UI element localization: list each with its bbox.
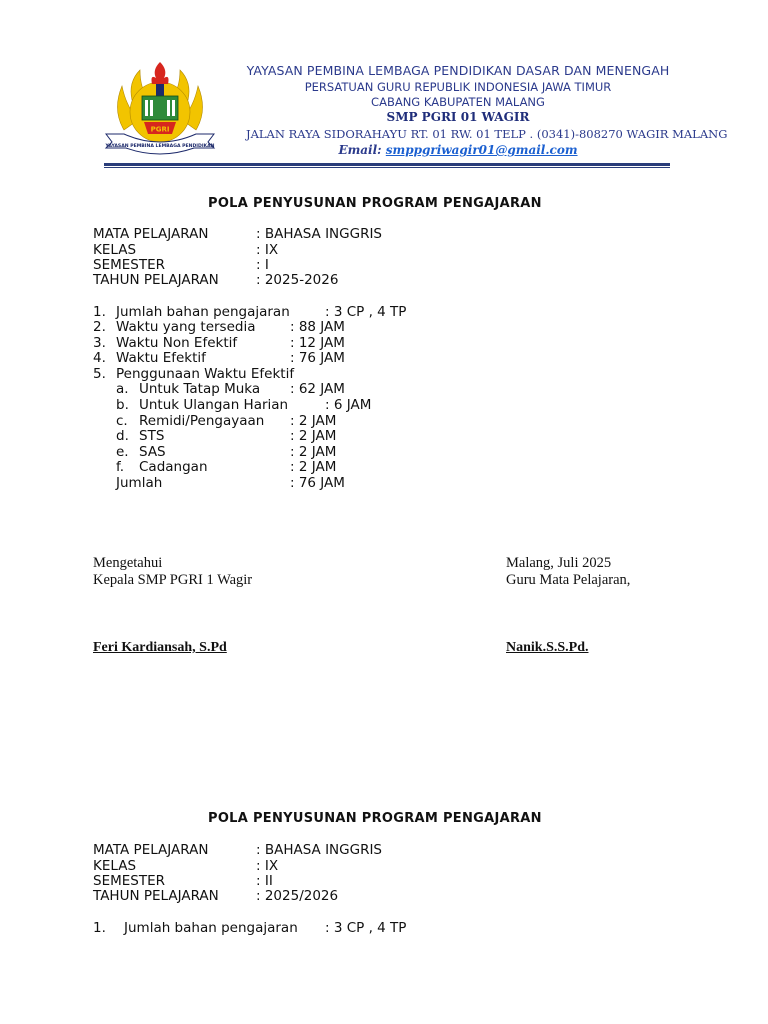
subitem-value: : 2 JAM: [290, 428, 337, 444]
info-label: MATA PELAJARAN: [93, 842, 209, 858]
info-value: : BAHASA INGGRIS: [256, 226, 383, 242]
info-label: TAHUN PELAJARAN: [93, 888, 219, 904]
info-value: : 2025-2026: [256, 272, 339, 288]
principal-title: Kepala SMP PGRI 1 Wagir: [93, 572, 253, 588]
section1-title: POLA PENYUSUNAN PROGRAM PENGAJARAN: [208, 196, 542, 211]
subitem-letter: e.: [116, 444, 129, 460]
item-number: 3.: [93, 335, 106, 351]
info-label: TAHUN PELAJARAN: [93, 272, 219, 288]
total-value: : 76 JAM: [290, 475, 345, 491]
info-value: : BAHASA INGGRIS: [256, 842, 383, 858]
email-link[interactable]: smppgriwagir01@gmail.com: [385, 143, 578, 157]
item-number: 5.: [93, 366, 106, 382]
letterhead-rule-thin: [104, 167, 670, 168]
school-address: JALAN RAYA SIDORAHAYU RT. 01 RW. 01 TELP . (0341)-808270 WAGIR MALANG: [246, 127, 728, 141]
info-value: : I: [256, 257, 269, 273]
teacher-name: Nanik.S.S.Pd.: [506, 640, 589, 655]
info-value: : IX: [256, 858, 279, 874]
foundation-name: YAYASAN PEMBINA LEMBAGA PENDIDIKAN DASAR DAN MENENGAH: [246, 63, 670, 78]
subitem-label: SAS: [139, 444, 166, 460]
item-number: 1.: [93, 304, 106, 320]
info-label: KELAS: [93, 858, 137, 874]
info-value: : 2025/2026: [256, 888, 339, 904]
school-name: SMP PGRI 01 WAGIR: [386, 110, 530, 124]
svg-text:YAYASAN PEMBINA LEMBAGA PENDID: YAYASAN PEMBINA LEMBAGA PENDIDIKAN: [105, 144, 215, 149]
item-number: 2.: [93, 319, 106, 335]
item-label: Waktu Efektif: [116, 350, 206, 366]
svg-text:PGRI: PGRI: [150, 125, 170, 134]
letterhead-rule-thick: [104, 163, 670, 166]
acknowledged-label: Mengetahui: [93, 555, 163, 571]
item-label: Penggunaan Waktu Efektif: [116, 366, 295, 382]
item-value: : 76 JAM: [290, 350, 345, 366]
info-label: KELAS: [93, 242, 137, 258]
school-email: [246, 143, 670, 157]
item-label: Jumlah bahan pengajaran: [124, 920, 298, 936]
pgri-logo: [104, 60, 216, 160]
info-label: SEMESTER: [93, 257, 166, 273]
subitem-letter: c.: [116, 413, 128, 429]
subitem-value: : 2 JAM: [290, 413, 337, 429]
item-label: Waktu Non Efektif: [116, 335, 238, 351]
principal-name: Feri Kardiansah, S.Pd: [93, 640, 227, 655]
info-label: MATA PELAJARAN: [93, 226, 209, 242]
subitem-value: : 62 JAM: [290, 381, 345, 397]
subitem-value: : 6 JAM: [325, 397, 372, 413]
item-value: : 3 CP , 4 TP: [325, 920, 407, 936]
subitem-value: : 2 JAM: [290, 444, 337, 460]
total-label: Jumlah: [116, 475, 163, 491]
email-label: Email:: [338, 143, 382, 157]
info-value: : IX: [256, 242, 279, 258]
item-label: Waktu yang tersedia: [116, 319, 256, 335]
subitem-letter: f.: [116, 459, 125, 475]
subitem-letter: a.: [116, 381, 129, 397]
subitem-label: Untuk Ulangan Harian: [139, 397, 289, 413]
subitem-label: STS: [139, 428, 165, 444]
subitem-value: : 2 JAM: [290, 459, 337, 475]
teacher-title: Guru Mata Pelajaran,: [506, 572, 631, 588]
info-value: : II: [256, 873, 273, 889]
subitem-letter: b.: [116, 397, 129, 413]
place-date: Malang, Juli 2025: [506, 555, 612, 571]
association-name: PERSATUAN GURU REPUBLIK INDONESIA JAWA TIMUR: [304, 80, 612, 94]
item-number: 1.: [93, 920, 106, 936]
info-label: SEMESTER: [93, 873, 166, 889]
branch-name: CABANG KABUPATEN MALANG: [371, 95, 545, 109]
item-number: 4.: [93, 350, 106, 366]
subitem-label: Untuk Tatap Muka: [139, 381, 261, 397]
subitem-label: Cadangan: [139, 459, 208, 475]
item-value: : 12 JAM: [290, 335, 345, 351]
section2-title: POLA PENYUSUNAN PROGRAM PENGAJARAN: [208, 811, 542, 826]
subitem-label: Remidi/Pengayaan: [139, 413, 265, 429]
item-value: : 3 CP , 4 TP: [325, 304, 407, 320]
item-value: : 88 JAM: [290, 319, 345, 335]
item-label: Jumlah bahan pengajaran: [116, 304, 290, 320]
subitem-letter: d.: [116, 428, 129, 444]
